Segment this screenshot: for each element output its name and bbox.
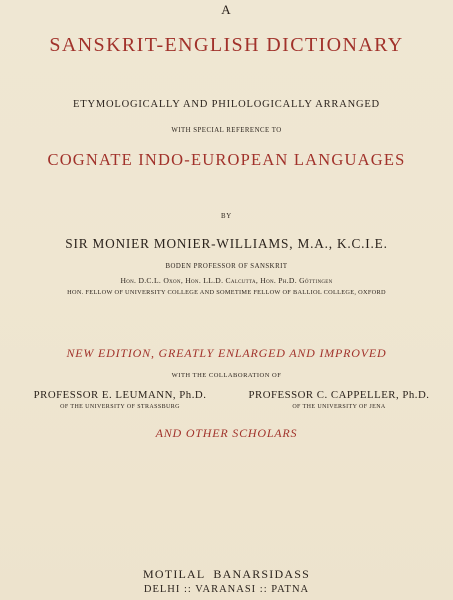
author-name: SIR MONIER MONIER-WILLIAMS, M.A., K.C.I.E. (65, 236, 388, 251)
author-fellowship: HON. FELLOW OF UNIVERSITY COLLEGE AND SOMETIME FELLOW OF BALLIOL COLLEGE, OXFORD (67, 289, 386, 296)
collaborator-cappeller (244, 389, 434, 410)
collaboration-line: WITH THE COLLABORATION OF (171, 372, 282, 379)
publisher-cities: DELHI :: VARANASI :: PATNA (143, 584, 310, 595)
author-post: BODEN PROFESSOR OF SANSKRIT (165, 263, 288, 270)
by-line: BY (220, 213, 233, 220)
publisher-name: MOTILAL BANARSIDASS (143, 567, 310, 581)
special-reference: WITH SPECIAL REFERENCE TO (171, 127, 282, 134)
edition-line: NEW EDITION, GREATLY ENLARGED AND IMPROVED (66, 346, 387, 360)
author-honours: Hon. D.C.L. Oxon, Hon. LL.D. Calcutta, Hon. Ph.D. Göttingen (120, 276, 333, 285)
other-scholars: AND OTHER SCHOLARS (155, 426, 298, 440)
main-title: SANSKRIT-ENGLISH DICTIONARY (49, 34, 404, 56)
subtitle: ETYMOLOGICALLY AND PHILOLOGICALLY ARRANGED (73, 99, 380, 110)
collaborator-affiliation: OF THE UNIVERSITY OF JENA (292, 404, 386, 410)
collaborator-name: PROFESSOR E. LEUMANN, Ph.D. (33, 389, 207, 401)
cognate-title: COGNATE INDO-EUROPEAN LANGUAGES (47, 150, 406, 169)
title-article: A (221, 2, 232, 17)
collaborator-name: PROFESSOR C. CAPPELLER, Ph.D. (248, 389, 430, 401)
collaborator-leumann (30, 389, 210, 410)
collaborator-affiliation: OF THE UNIVERSITY OF STRASSBURG (60, 404, 180, 410)
